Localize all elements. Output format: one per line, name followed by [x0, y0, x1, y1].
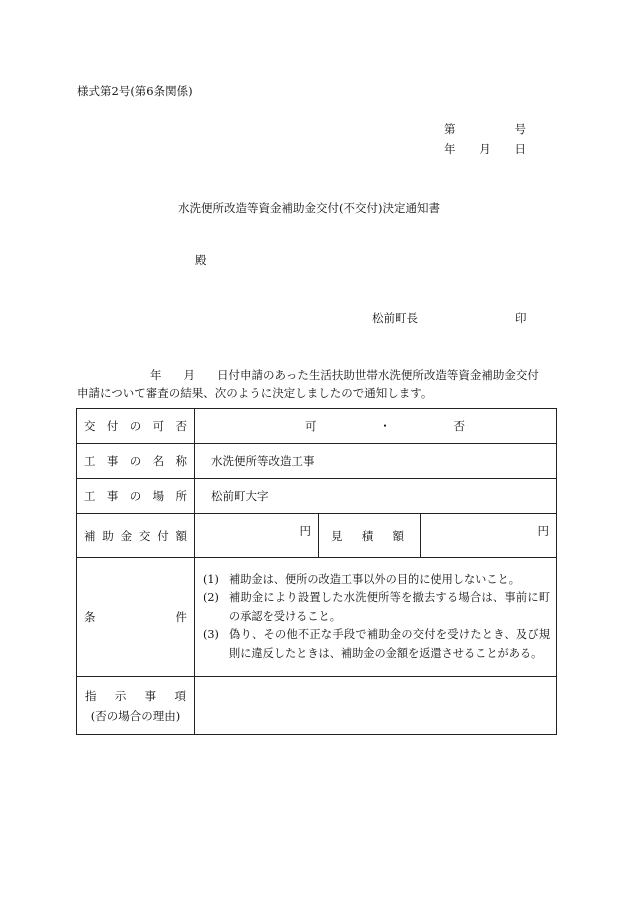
issuer-name: 松前町長 — [372, 311, 418, 325]
approval-value-cell — [195, 409, 557, 444]
label-cell-estimate — [319, 514, 421, 558]
estimate-amount-yen: 円 — [421, 514, 557, 558]
label-char: 場 — [152, 489, 165, 503]
label-char: 交 — [84, 419, 96, 433]
label-char: 額 — [175, 528, 187, 543]
label-char: 事 — [144, 688, 157, 703]
date-year: 年 — [444, 142, 456, 156]
label-char: 項 — [174, 688, 186, 703]
number-prefix: 第 — [444, 122, 456, 136]
condition-item — [203, 571, 550, 590]
label-char: 工 — [84, 454, 96, 468]
document-date-line — [444, 144, 526, 156]
condition-item — [203, 589, 550, 626]
document-number-line — [444, 124, 526, 136]
label-char: 事 — [106, 454, 119, 468]
label-char: 工 — [84, 489, 96, 503]
label-char: の — [129, 489, 142, 503]
date-day: 日 — [514, 142, 526, 156]
condition-number: (2) — [203, 591, 219, 605]
label-cell-work-place — [77, 479, 195, 514]
work-place-value: 松前町大字 — [195, 479, 557, 514]
label-char: 件 — [175, 610, 187, 624]
table-row-work-place — [77, 479, 557, 514]
instructions-value-cell — [195, 677, 557, 735]
body-text-line2: 申請について審査の結果、次のように決定しましたので通知します。 — [77, 386, 433, 400]
condition-number: (1) — [203, 572, 219, 586]
label-char: 付 — [157, 528, 169, 543]
condition-text: 補助金は、便所の改造工事以外の目的に使用しないこと。 — [229, 572, 520, 586]
table-row-instructions — [77, 677, 557, 735]
condition-item — [203, 626, 550, 663]
addressee-suffix: 殿 — [195, 253, 207, 267]
label-char: 見 — [331, 528, 343, 543]
deny-option: 否 — [453, 419, 465, 433]
condition-number: (3) — [203, 628, 219, 642]
option-separator: ・ — [379, 419, 391, 433]
label-char: 付 — [106, 419, 119, 433]
label-char: 交 — [138, 528, 151, 543]
label-char: 指 — [85, 688, 97, 703]
label-char: 事 — [106, 489, 119, 503]
label-cell-conditions — [77, 558, 195, 677]
label-char: 称 — [175, 454, 187, 468]
table-row-conditions — [77, 558, 557, 677]
label-char: 所 — [175, 489, 187, 503]
conditions-cell — [195, 558, 557, 677]
label-cell-work-name — [77, 444, 195, 479]
table-row-work-name — [77, 444, 557, 479]
label-char: 条 — [84, 610, 96, 624]
label-cell-instructions — [77, 677, 195, 735]
label-char: 助 — [102, 528, 114, 543]
body-month: 月 — [183, 368, 195, 382]
label-cell-approval — [77, 409, 195, 444]
condition-text: 補助金により設置した水洗便所等を撤去する場合は、事前に町の承認を受けること。 — [229, 591, 551, 623]
form-number: 様式第2号(第6条関係) — [77, 84, 193, 98]
table-row-amount — [77, 514, 557, 558]
condition-text: 偽り、その他不正な手段で補助金の交付を受けたとき、及び規則に違反したときは、補助金の金額を返還させることがある。 — [229, 628, 551, 660]
label-char: 額 — [392, 528, 404, 543]
label-char: 補 — [84, 528, 96, 543]
seal-mark: 印 — [515, 311, 527, 325]
label-char: 名 — [152, 454, 165, 468]
label-char: 示 — [114, 688, 127, 703]
label-char: 金 — [120, 528, 133, 543]
number-suffix: 号 — [514, 122, 526, 136]
body-line1-text: 日付申請のあった生活扶助世帯水洗便所改造等資金補助金交付 — [217, 368, 539, 382]
label-char: 可 — [152, 419, 165, 433]
approve-option: 可 — [305, 419, 317, 433]
label-char: の — [129, 419, 142, 433]
work-name-value: 水洗便所等改造工事 — [195, 444, 557, 479]
decision-table — [76, 408, 557, 735]
label-cell-amount — [77, 514, 195, 558]
label-char: の — [129, 454, 142, 468]
body-text-line1 — [150, 370, 539, 382]
body-year: 年 — [150, 368, 162, 382]
instructions-sub-label: (否の場合の理由) — [90, 708, 181, 723]
grant-amount-yen: 円 — [195, 514, 319, 558]
label-char: 否 — [175, 419, 187, 433]
date-month: 月 — [479, 142, 491, 156]
label-char: 積 — [361, 528, 374, 543]
table-row-approval — [77, 409, 557, 444]
document-title: 水洗便所改造等資金補助金交付(不交付)決定通知書 — [178, 201, 440, 215]
